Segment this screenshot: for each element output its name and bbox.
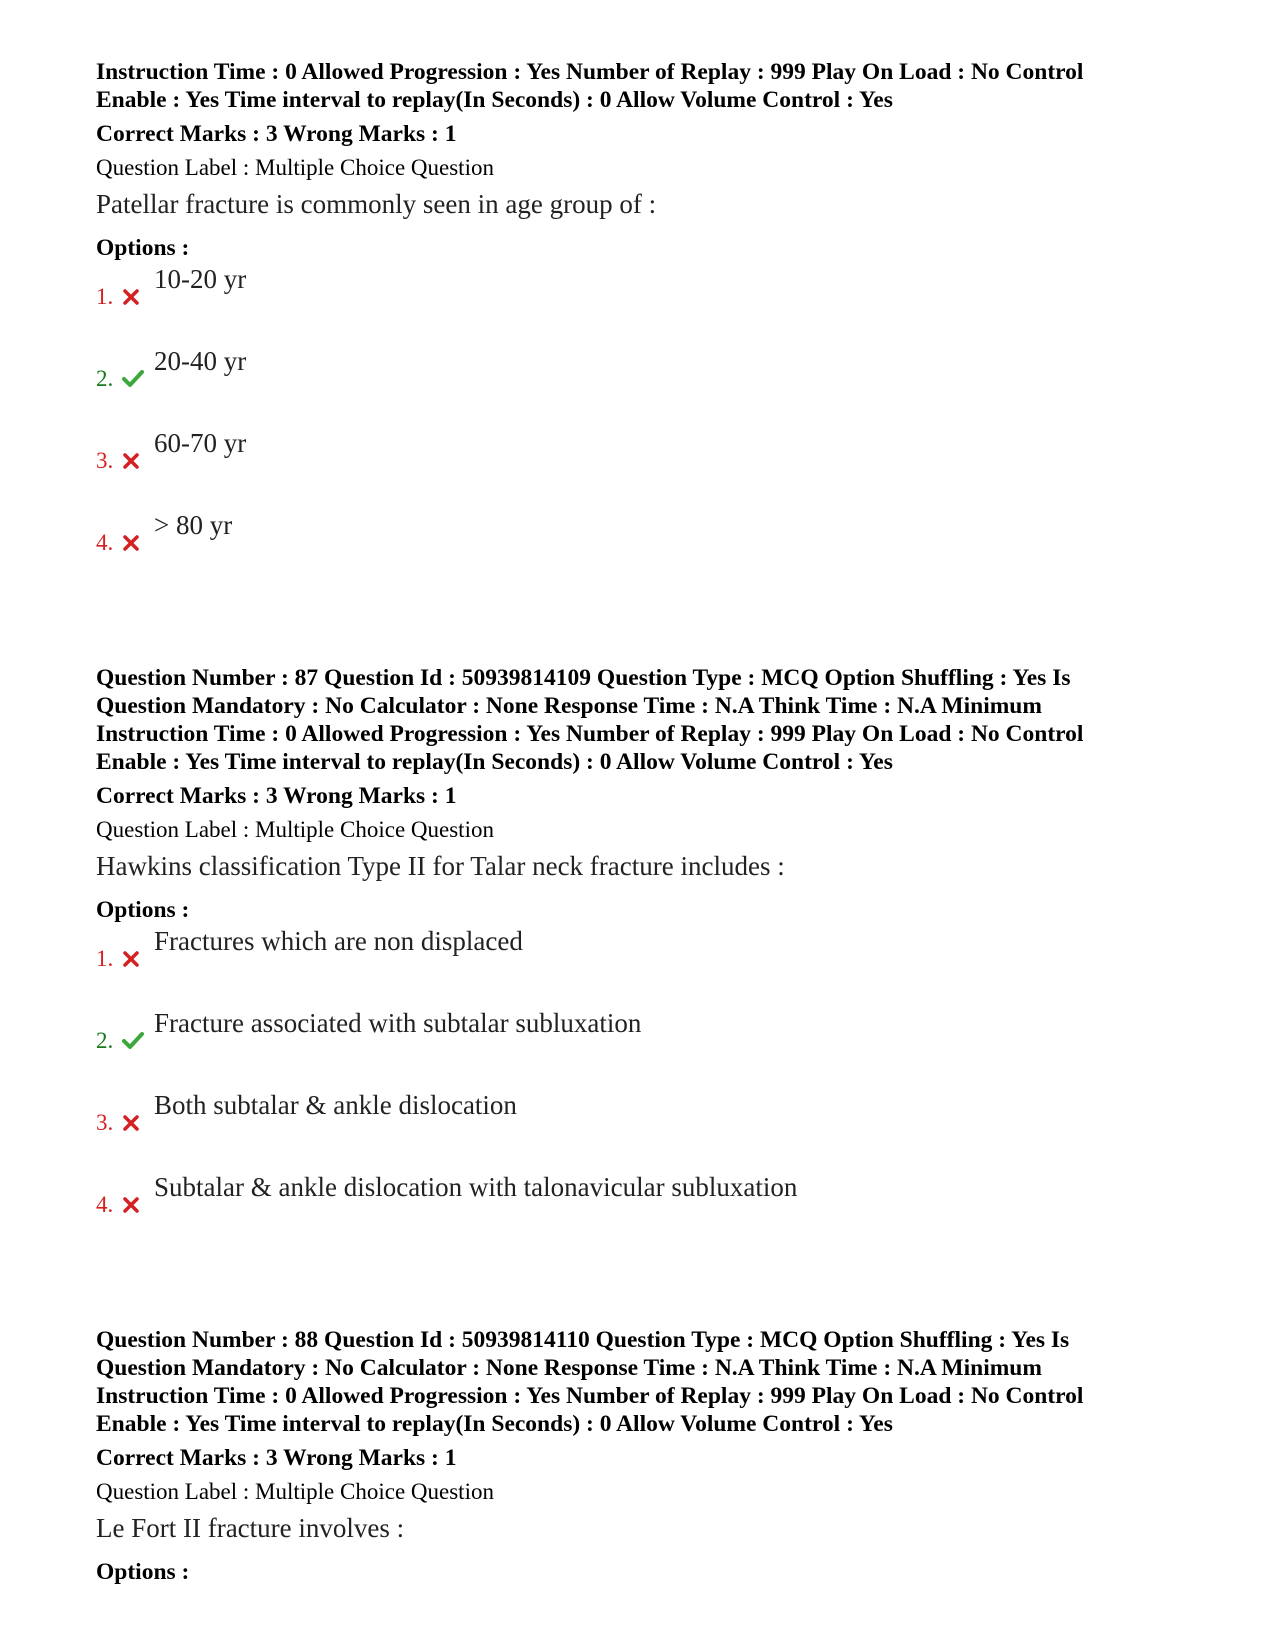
check-icon [122, 1028, 144, 1050]
option-text: Subtalar & ankle dislocation with talonavicular subluxation [154, 1172, 798, 1202]
option-number: 4. [96, 1192, 114, 1217]
marks-info: Correct Marks : 3 Wrong Marks : 1 [96, 783, 457, 809]
option-number: 4. [96, 530, 114, 555]
question-block-88 [96, 1326, 1176, 1586]
check-icon [122, 366, 144, 388]
question-meta-line: Instruction Time : 0 Allowed Progression : Yes Number of Replay : 999 Play On Load : No Control [96, 721, 1084, 747]
option-item [96, 426, 1176, 508]
options-heading: Options : [96, 897, 190, 923]
exam-document [96, 58, 1176, 1586]
option-number: 3. [96, 448, 114, 473]
question-label: Question Label : Multiple Choice Question [96, 817, 494, 842]
option-text: Fractures which are non displaced [154, 926, 523, 956]
question-text: Patellar fracture is commonly seen in age group of : [96, 189, 657, 219]
question-text: Hawkins classification Type II for Talar neck fracture includes : [96, 851, 785, 881]
cross-icon [122, 284, 140, 306]
option-text: 20-40 yr [154, 346, 247, 376]
option-number: 3. [96, 1110, 114, 1135]
cross-icon [122, 1192, 140, 1214]
option-item [96, 508, 1176, 590]
marks-info: Correct Marks : 3 Wrong Marks : 1 [96, 121, 457, 147]
option-item [96, 1170, 1176, 1252]
options-heading: Options : [96, 1559, 190, 1585]
cross-icon [122, 448, 140, 470]
option-text: 60-70 yr [154, 428, 247, 458]
option-text: 10-20 yr [154, 264, 247, 294]
cross-icon [122, 946, 140, 968]
question-block-87 [96, 664, 1176, 1252]
option-item [96, 262, 1176, 344]
option-number: 1. [96, 946, 114, 971]
option-item [96, 1006, 1176, 1088]
question-meta-line: Question Mandatory : No Calculator : None Response Time : N.A Think Time : N.A Minimum [96, 1355, 1042, 1381]
block-spacer [96, 1252, 1176, 1326]
question-label: Question Label : Multiple Choice Question [96, 155, 494, 180]
option-item [96, 924, 1176, 1006]
question-meta-line: Instruction Time : 0 Allowed Progression : Yes Number of Replay : 999 Play On Load : No Control [96, 59, 1084, 85]
question-meta-line: Question Mandatory : No Calculator : None Response Time : N.A Think Time : N.A Minimum [96, 693, 1042, 719]
question-label: Question Label : Multiple Choice Question [96, 1479, 494, 1504]
option-text: Both subtalar & ankle dislocation [154, 1090, 517, 1120]
question-meta-line: Question Number : 88 Question Id : 50939814110 Question Type : MCQ Option Shuffling : Yes Is [96, 1327, 1070, 1353]
option-text: Fracture associated with subtalar subluxation [154, 1008, 642, 1038]
block-spacer [96, 590, 1176, 664]
question-meta-line: Question Number : 87 Question Id : 50939814109 Question Type : MCQ Option Shuffling : Yes Is [96, 665, 1071, 691]
cross-icon [122, 1110, 140, 1132]
question-meta-line: Enable : Yes Time interval to replay(In Seconds) : 0 Allow Volume Control : Yes [96, 749, 893, 775]
question-meta-line: Enable : Yes Time interval to replay(In Seconds) : 0 Allow Volume Control : Yes [96, 1411, 893, 1437]
option-item [96, 344, 1176, 426]
option-number: 1. [96, 284, 114, 309]
options-heading: Options : [96, 235, 190, 261]
marks-info: Correct Marks : 3 Wrong Marks : 1 [96, 1445, 457, 1471]
option-number: 2. [96, 1028, 114, 1053]
question-meta-line: Enable : Yes Time interval to replay(In Seconds) : 0 Allow Volume Control : Yes [96, 87, 893, 113]
option-number: 2. [96, 366, 114, 391]
cross-icon [122, 530, 140, 552]
question-text: Le Fort II fracture involves : [96, 1513, 405, 1543]
question-block-86 [96, 58, 1176, 590]
option-item [96, 1088, 1176, 1170]
question-meta-line: Instruction Time : 0 Allowed Progression : Yes Number of Replay : 999 Play On Load : No Control [96, 1383, 1084, 1409]
option-text: > 80 yr [154, 510, 233, 540]
